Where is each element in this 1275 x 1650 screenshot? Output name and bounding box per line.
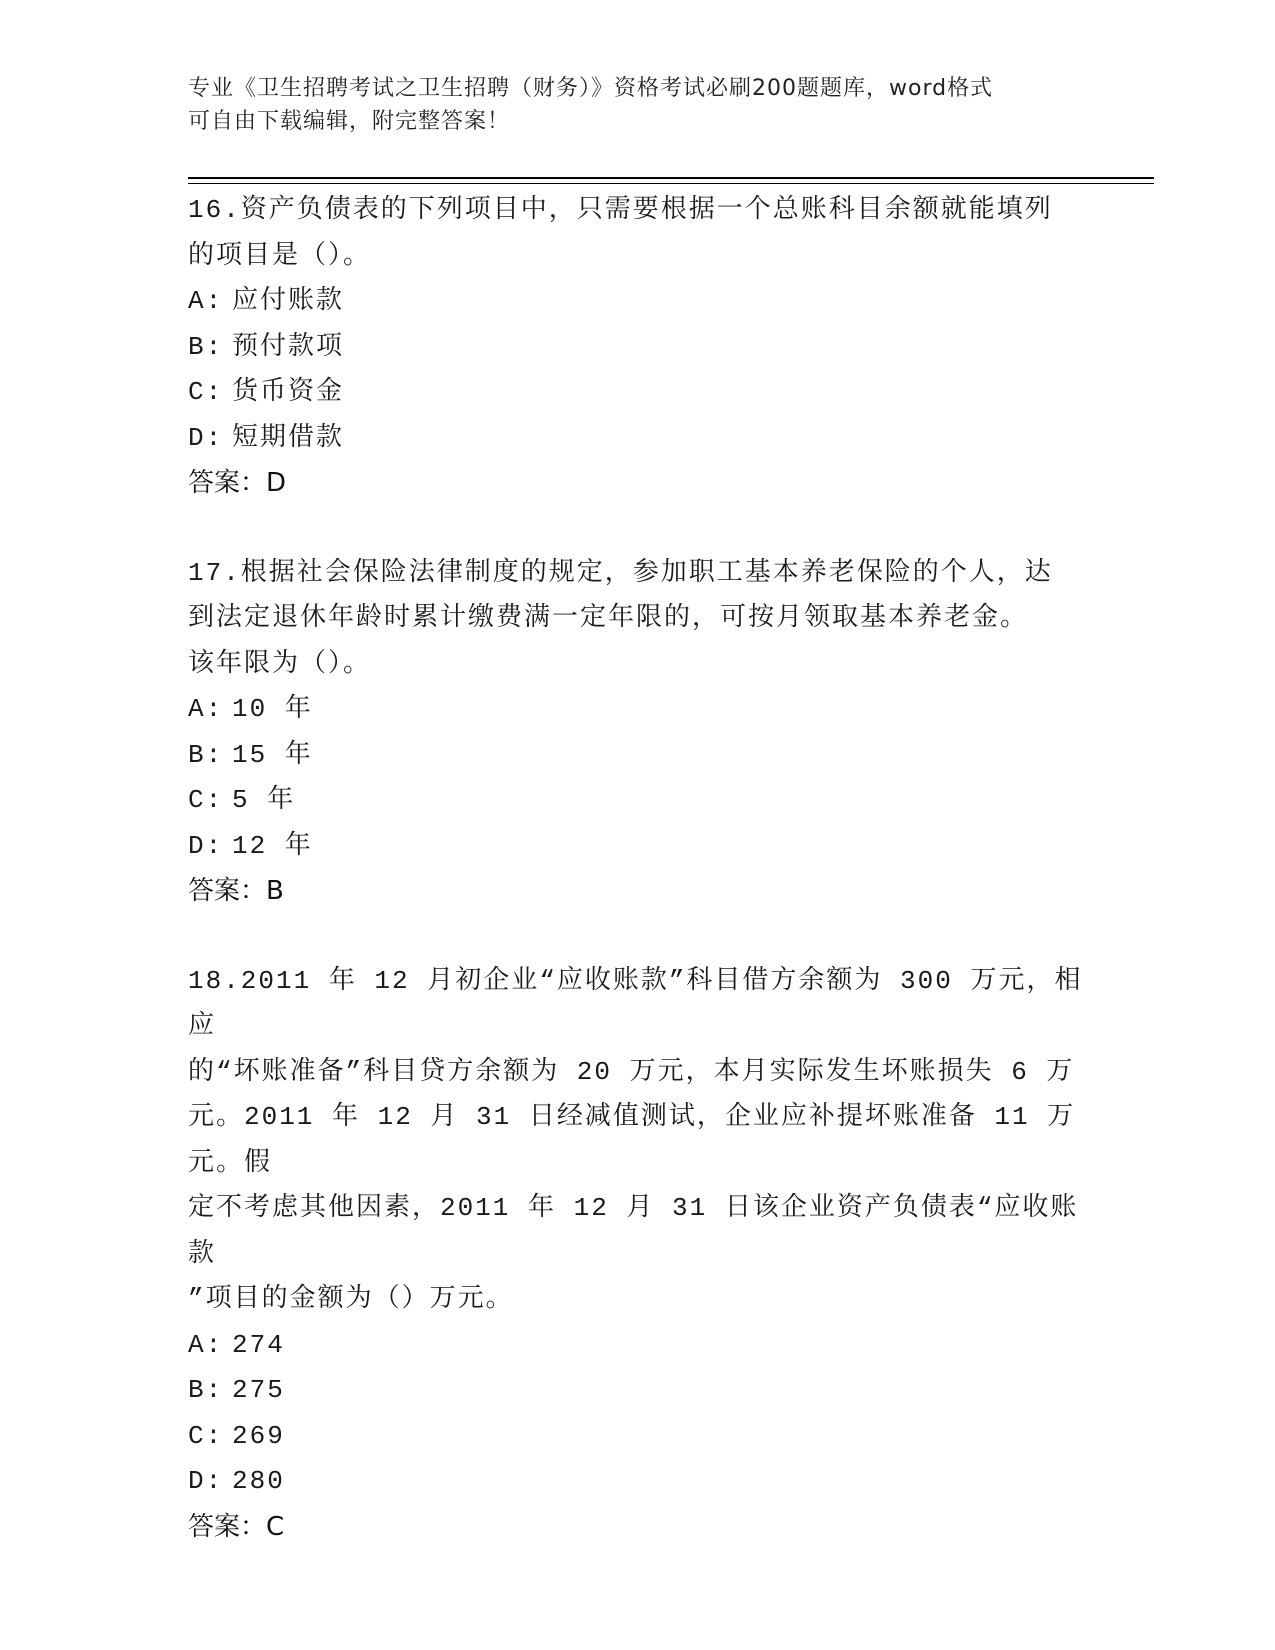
answer-line: 答案：C <box>188 1511 285 1542</box>
option-text: 货币资金 <box>232 377 345 407</box>
option-key: B: <box>188 331 224 362</box>
option-text: 274 <box>232 1329 285 1360</box>
stem-line: 17.根据社会保险法律制度的规定，参加职工基本养老保险的个人，达 <box>188 557 1053 588</box>
option-text: 5 年 <box>232 785 296 815</box>
option-text: 275 <box>232 1375 285 1405</box>
option-d <box>188 824 1088 870</box>
question-stem <box>188 959 1088 1323</box>
question-17 <box>188 551 1088 915</box>
header-divider-thin <box>188 183 1154 184</box>
question-list <box>188 188 1088 1594</box>
document-header <box>188 72 1068 138</box>
question-stem <box>188 551 1088 688</box>
stem-line: 定不考虑其他因素，2011 年 12 月 31 日该企业资产负债表“应收账款 <box>188 1193 1079 1269</box>
option-key: A: <box>188 286 224 316</box>
option-text: 269 <box>232 1420 285 1451</box>
option-a <box>188 687 1088 733</box>
option-key: A: <box>188 694 224 724</box>
header-title-line-2: 可自由下载编辑，附完整答案！ <box>188 109 511 134</box>
option-text: 10 年 <box>232 694 313 724</box>
option-key: C: <box>188 785 224 815</box>
option-key: D: <box>188 1466 224 1496</box>
option-text: 应付账款 <box>232 286 345 316</box>
header-title-line-1: 专业《卫生招聘考试之卫生招聘（财务）》资格考试必刷200题题库，word格式 <box>188 76 994 101</box>
stem-line: 16.资产负债表的下列项目中，只需要根据一个总账科目余额就能填列 <box>188 195 1053 225</box>
question-18 <box>188 959 1088 1551</box>
stem-line: 元。2011 年 12 月 31 日经减值测试，企业应补提坏账准备 11 万元。假 <box>188 1102 1076 1178</box>
option-text: 15 年 <box>232 739 313 770</box>
option-b <box>188 1368 1088 1414</box>
stem-line: 该年限为（）。 <box>188 648 372 679</box>
stem-line: ”项目的金额为（）万元。 <box>188 1284 514 1314</box>
option-b <box>188 733 1088 779</box>
option-a <box>188 279 1088 325</box>
option-text: 预付款项 <box>232 331 345 362</box>
option-key: D: <box>188 830 224 861</box>
option-key: A: <box>188 1329 224 1360</box>
question-16 <box>188 188 1088 507</box>
option-b <box>188 325 1088 371</box>
stem-line: 到法定退休年龄时累计缴费满一定年限的，可按月领取基本养老金。 <box>188 603 1029 633</box>
stem-line: 的项目是（）。 <box>188 240 372 271</box>
option-a <box>188 1323 1088 1369</box>
option-c <box>188 370 1088 416</box>
option-text: 12 年 <box>232 830 313 861</box>
option-key: C: <box>188 377 224 407</box>
answer-line: 答案：B <box>188 876 284 906</box>
answer-line: 答案：D <box>188 468 287 498</box>
stem-line: 18.2011 年 12 月初企业“应收账款”科目借方余额为 300 万元，相应 <box>188 965 1083 1041</box>
question-stem <box>188 188 1088 279</box>
option-c <box>188 1414 1088 1460</box>
option-text: 280 <box>232 1466 285 1496</box>
option-key: B: <box>188 739 224 770</box>
option-d <box>188 1459 1088 1505</box>
header-divider-thick <box>188 177 1154 179</box>
option-c <box>188 778 1088 824</box>
option-d <box>188 416 1088 462</box>
option-key: C: <box>188 1420 224 1451</box>
option-text: 短期借款 <box>232 422 345 453</box>
option-key: D: <box>188 422 224 453</box>
stem-line: 的“坏账准备”科目贷方余额为 20 万元，本月实际发生坏账损失 6 万 <box>188 1056 1075 1087</box>
option-key: B: <box>188 1375 224 1405</box>
